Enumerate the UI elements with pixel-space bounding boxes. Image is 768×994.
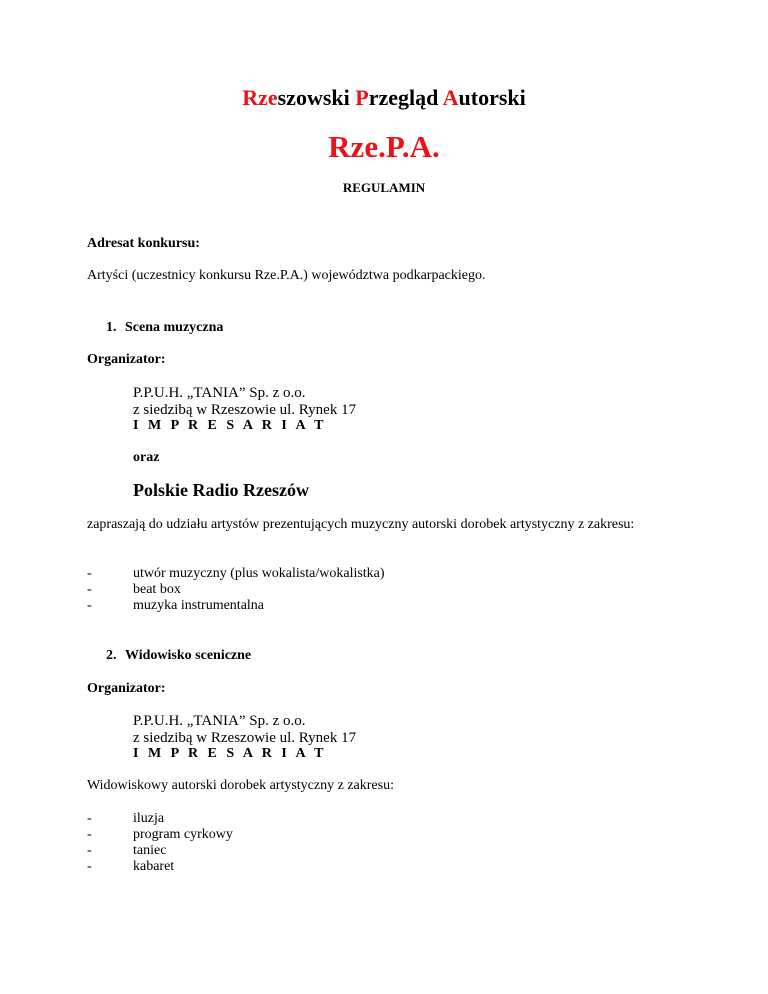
section2-organizer-label: Organizator: <box>87 681 166 696</box>
section2-item: kabaret <box>133 859 175 874</box>
title-part-szowski: szowski <box>277 85 356 110</box>
section2-heading: Widowisko sceniczne <box>125 648 252 663</box>
section1-number: 1. <box>106 320 117 335</box>
section1-org-address: z siedzibą w Rzeszowie ul. Rynek 17 <box>133 402 357 418</box>
section1-and-label: oraz <box>133 450 160 465</box>
title-part-a: A <box>442 85 459 110</box>
partner-name: Polskie Radio Rzeszów <box>133 480 309 500</box>
acronym-title: Rze.P.A. <box>328 129 440 164</box>
title-part-p: P <box>355 85 369 110</box>
section1-heading: Scena muzyczna <box>125 320 224 335</box>
section2-org-address: z siedzibą w Rzeszowie ul. Rynek 17 <box>133 730 357 746</box>
list-marker: - <box>87 811 92 826</box>
section2-intro: Widowiskowy autorski dorobek artystyczny z zakresu: <box>87 778 394 793</box>
list-marker: - <box>87 598 92 613</box>
list-marker: - <box>87 582 92 597</box>
section1-org-impresariat: I M P R E S A R I A T <box>133 418 327 433</box>
list-marker: - <box>87 566 92 581</box>
section2-number: 2. <box>106 648 117 663</box>
section1-item: utwór muzyczny (plus wokalista/wokalistka) <box>133 566 385 581</box>
section1-invite-text: zapraszają do udziału artystów prezentujących muzyczny autorski dorobek artystyczny z zakresu: <box>87 517 635 532</box>
addressee-text: Artyści (uczestnicy konkursu Rze.P.A.) województwa podkarpackiego. <box>87 268 486 283</box>
regulations-subtitle: REGULAMIN <box>342 180 426 195</box>
section1-item: beat box <box>133 582 181 597</box>
document-title <box>0 85 768 111</box>
list-marker: - <box>87 827 92 842</box>
list-marker: - <box>87 859 92 874</box>
section1-organizer-label: Organizator: <box>87 352 166 367</box>
title-part-utorski: utorski <box>458 85 526 110</box>
section1-org-name: P.P.U.H. „TANIA” Sp. z o.o. <box>133 385 306 401</box>
section2-item: taniec <box>133 843 167 858</box>
title-part-rzeglad: rzegląd <box>368 85 443 110</box>
title-part-rze: Rze <box>242 85 278 110</box>
addressee-label: Adresat konkursu: <box>87 236 200 251</box>
section2-item: program cyrkowy <box>133 827 233 842</box>
list-marker: - <box>87 843 92 858</box>
section2-org-impresariat: I M P R E S A R I A T <box>133 746 327 761</box>
section2-org-name: P.P.U.H. „TANIA” Sp. z o.o. <box>133 713 306 729</box>
section1-item: muzyka instrumentalna <box>133 598 265 613</box>
section2-item: iluzja <box>133 811 165 826</box>
